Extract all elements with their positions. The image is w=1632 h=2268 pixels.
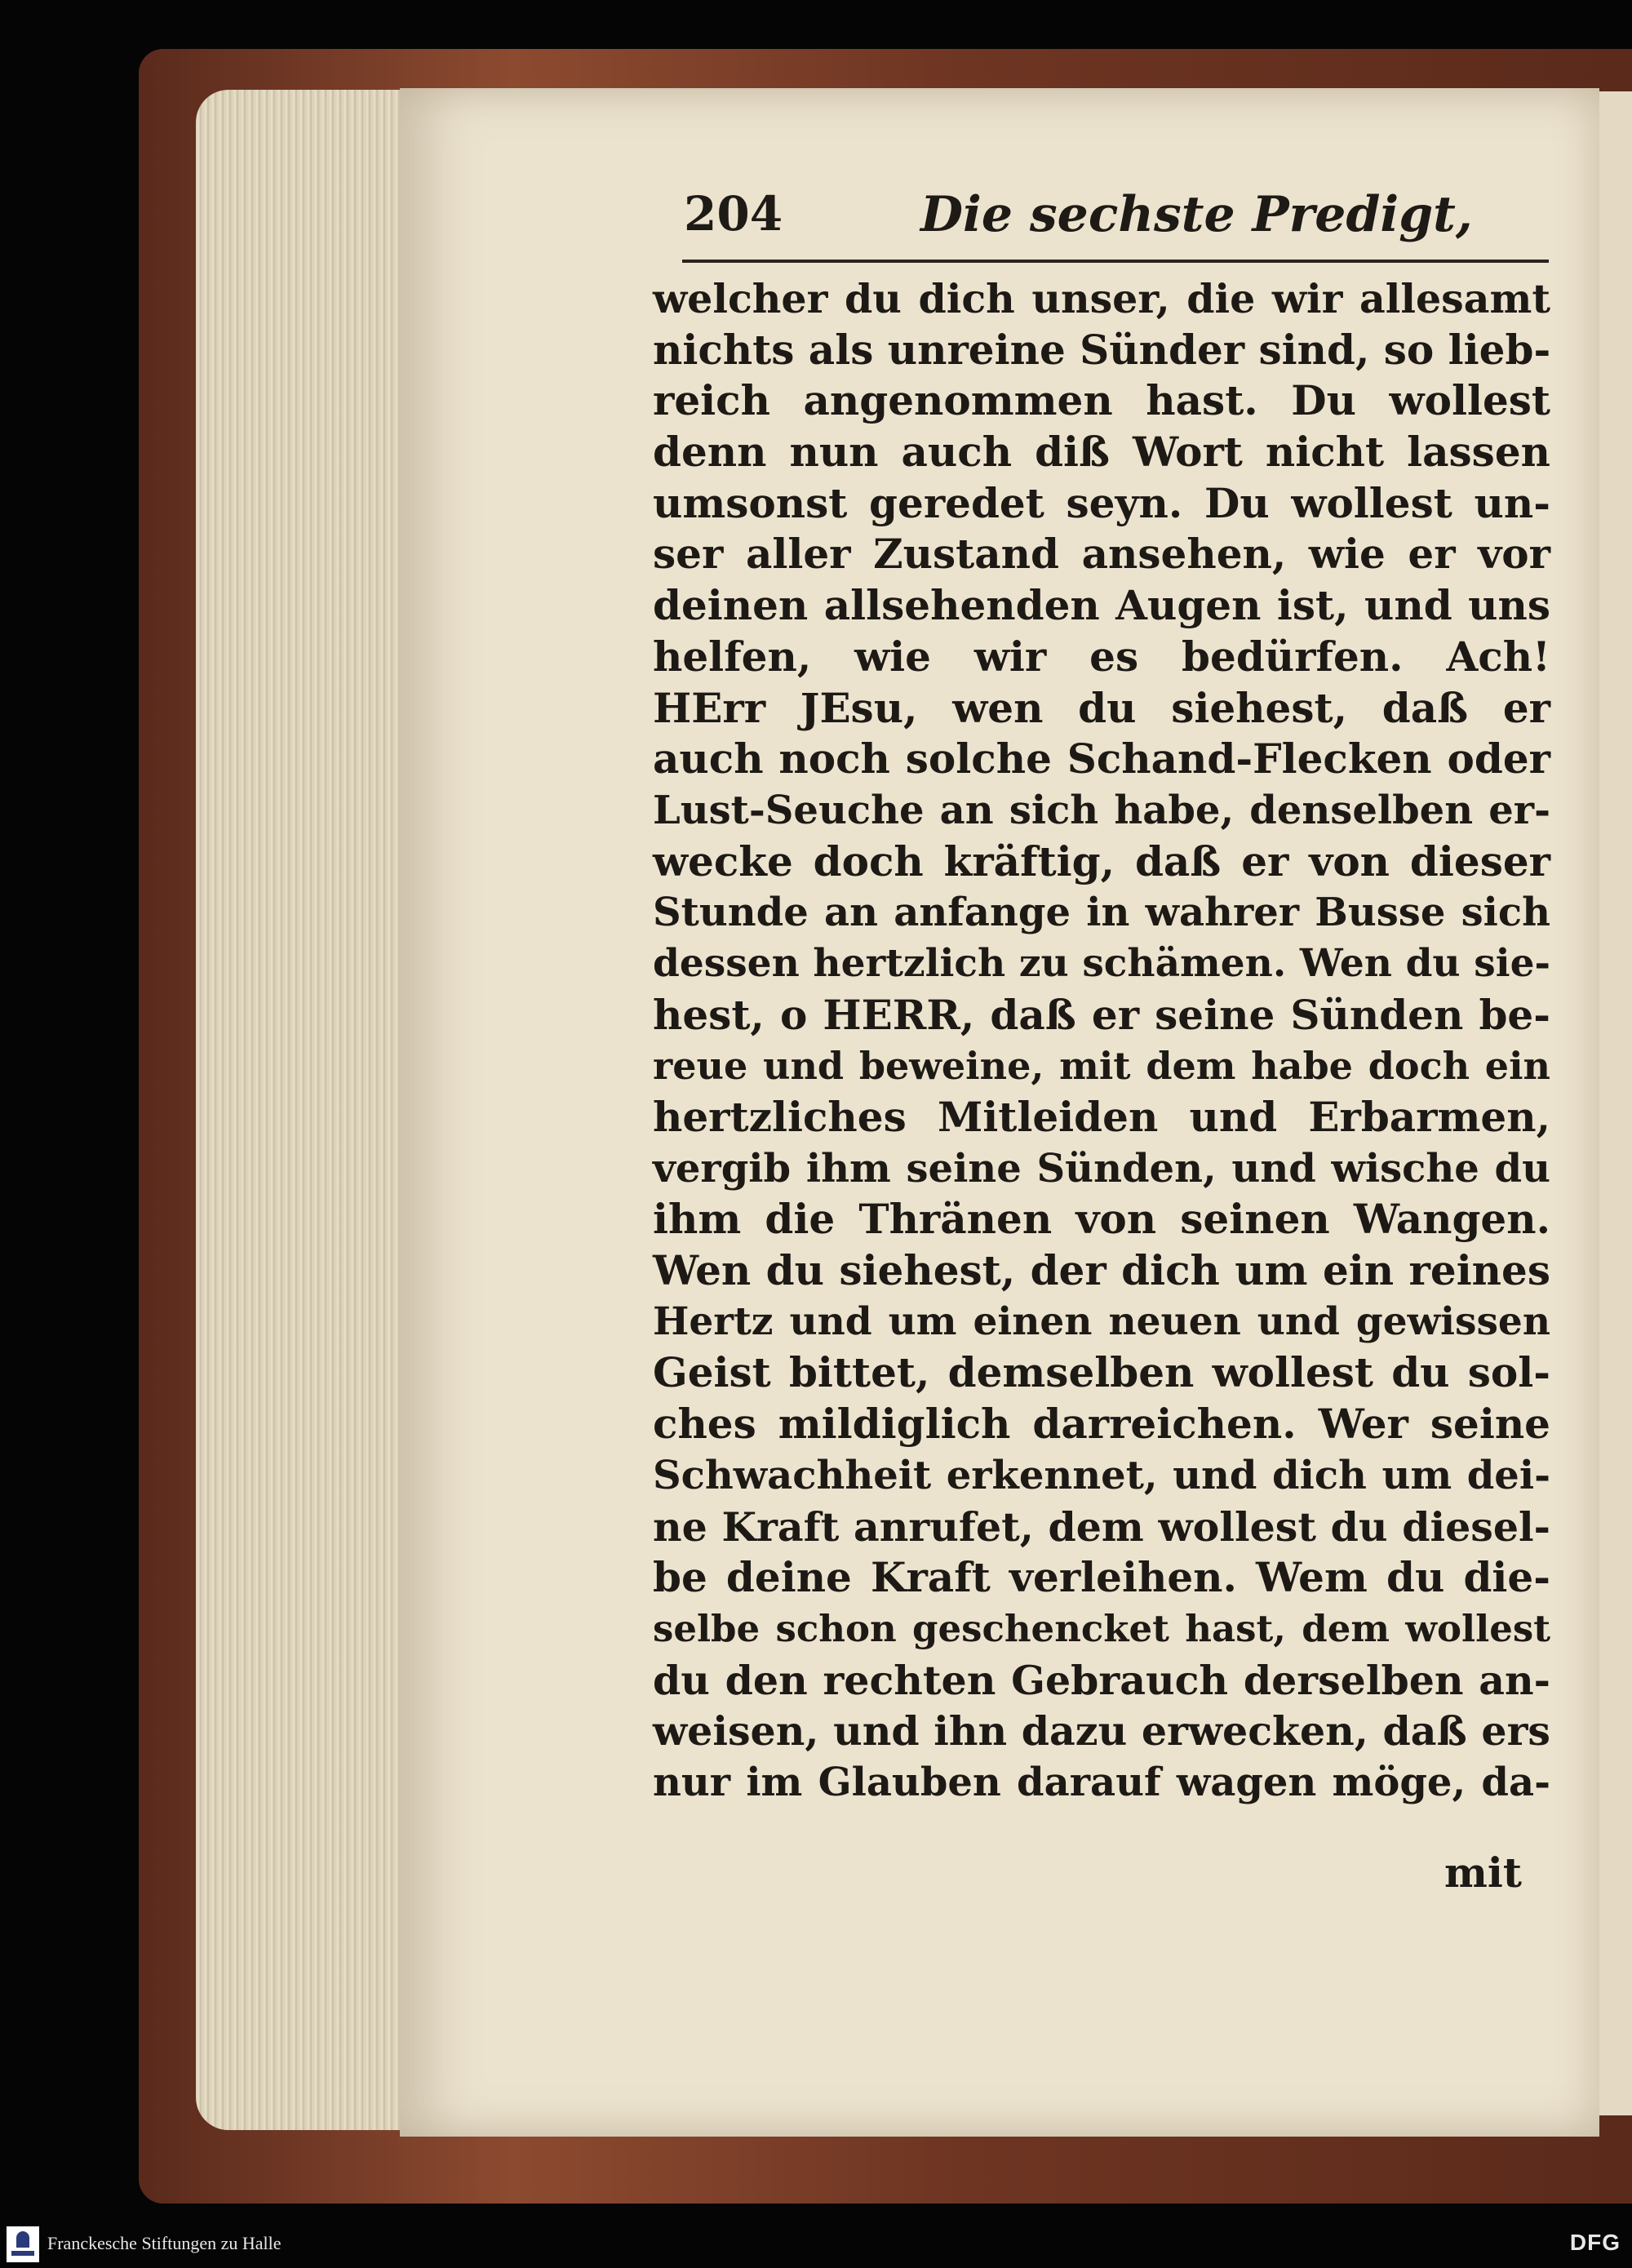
text-line: wecke doch kräftig, daß er von dieser: [653, 837, 1550, 885]
text-line: reue und beweine, mit dem habe doch ein: [653, 1044, 1550, 1089]
sermon-text: [653, 273, 1550, 1809]
header-rule: [682, 260, 1549, 263]
text-line: Geist bittet, demselben wollest du sol-: [653, 1348, 1550, 1397]
text-line: vergib ihm seine Sünden, und wische du: [653, 1145, 1550, 1192]
text-line: dessen hertzlich zu schämen. Wen du sie-: [653, 940, 1550, 986]
text-line: reich angenommen hast. Du wollest: [653, 376, 1550, 425]
text-line: helfen, wie wir es bedürfen. Ach!: [653, 632, 1550, 681]
page-header: [684, 186, 1549, 251]
text-line: nur im Glauben darauf wagen möge, da-: [653, 1759, 1550, 1805]
page-edges: [196, 90, 416, 2130]
text-line: ne Kraft anrufet, dem wollest du diesel-: [653, 1502, 1550, 1551]
text-line: Lust-Seuche an sich habe, denselben er-: [653, 787, 1550, 833]
page-number: 204: [684, 186, 783, 242]
text-line: Wen du siehest, der dich um ein reines: [653, 1246, 1550, 1295]
text-line: be deine Kraft verleihen. Wem du die-: [653, 1553, 1550, 1602]
text-line: HErr JEsu, wen du siehest, daß er: [653, 683, 1550, 732]
text-line: ches mildiglich darreichen. Wer seine: [653, 1400, 1550, 1449]
text-line: Hertz und um einen neuen und gewissen: [653, 1298, 1550, 1344]
dfg-badge: DFG: [1569, 2230, 1621, 2255]
text-line: denn nun auch diß Wort nicht lassen: [653, 428, 1550, 477]
text-line: hertzliches Mitleiden und Erbarmen,: [653, 1093, 1550, 1141]
text-line: du den rechten Gebrauch derselben an-: [653, 1656, 1550, 1704]
text-line: selbe schon geschencket hast, dem wollest: [653, 1606, 1550, 1650]
viewer-footer: [0, 2221, 1632, 2268]
text-line: ihm die Thränen von seinen Wangen.: [653, 1195, 1550, 1244]
text-line: auch noch solche Schand-Flecken oder: [653, 735, 1550, 783]
text-line: weisen, und ihn dazu erwecken, daß ers: [653, 1707, 1550, 1755]
footer-institution: Franckesche Stiftungen zu Halle: [47, 2233, 282, 2253]
text-line: Stunde an anfange in wahrer Busse sich: [653, 890, 1550, 936]
text-line: nichts als unreine Sünder sind, so lieb-: [653, 325, 1551, 374]
running-title: Die sechste Predigt,: [920, 186, 1473, 243]
text-line: ser aller Zustand ansehen, wie er vor: [653, 530, 1550, 579]
text-line: umsonst geredet seyn. Du wollest un-: [653, 478, 1550, 527]
catchword: mit: [1444, 1849, 1522, 1897]
institution-logo-icon: [7, 2226, 39, 2262]
text-line: hest, o HERR, daß er seine Sünden be-: [653, 990, 1550, 1039]
facing-page-edge: [1599, 91, 1632, 2115]
text-line: welcher du dich unser, die wir allesamt: [653, 275, 1550, 322]
text-line: deinen allsehenden Augen ist, und uns: [653, 581, 1550, 630]
text-line: Schwachheit erkennet, und dich um dei-: [653, 1452, 1550, 1498]
